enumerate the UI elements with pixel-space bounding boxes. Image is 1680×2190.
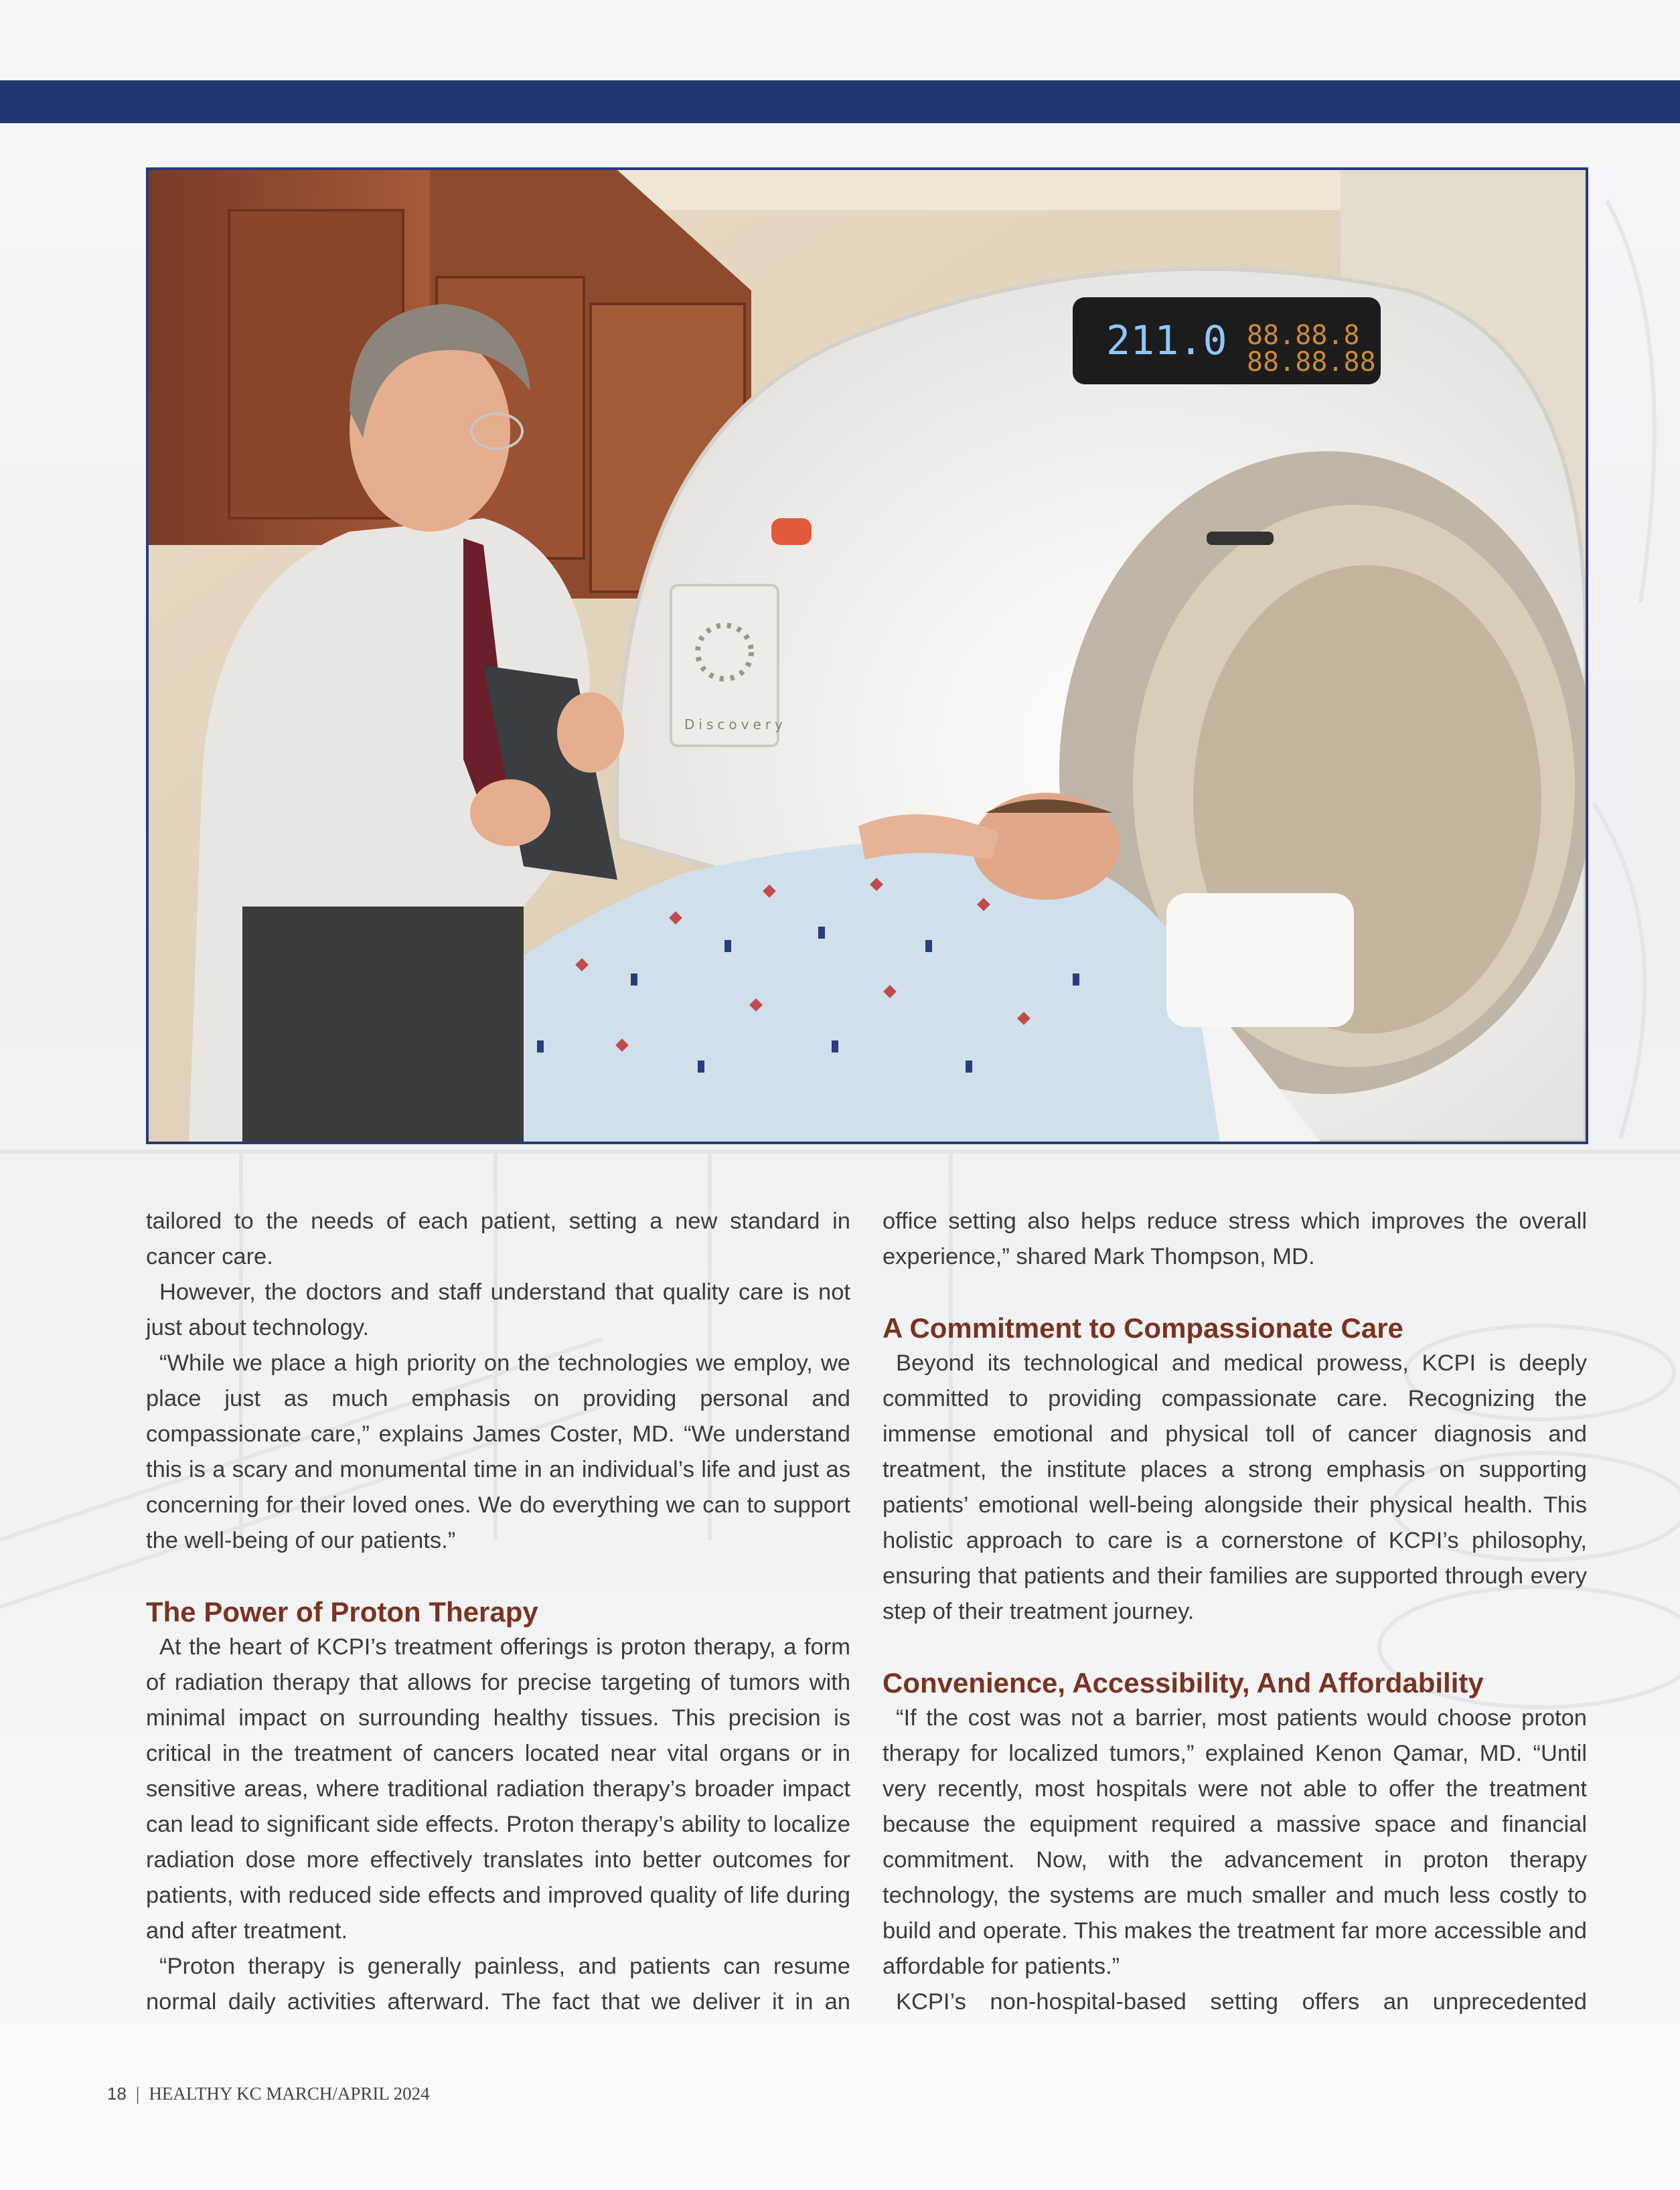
paragraph: However, the doctors and staff understand that quality care is not just about technology. — [146, 1279, 850, 1340]
paragraph: KCPI’s non-hospital-based setting offers an unprecedented — [896, 1989, 1587, 2015]
page-footer — [107, 2084, 430, 2104]
ct-scan-scene — [149, 170, 1586, 1142]
paragraph: “If the cost was not a barrier, most patients would choose proton therapy for localized tumors,” explained Kenon Qamar, MD. “Until very recently, most hospitals were not able to offer the treatment because the equipment required a massive space and financial commitment. Now, with the advancement in proton therapy technology, the systems are much smaller and much less costly to build and operate. This makes the treatment far more accessible and affordable for patients.” — [883, 1705, 1587, 1979]
section-heading-compassionate-care: A Commitment to Compassionate Care — [883, 1312, 1403, 1344]
paragraph: Beyond its technological and medical prowess, KCPI is deeply committed to providing compassionate care. Recognizing the immense emotional and physical toll of cancer diagnosis and treatment, the institute places a strong emphasis on supporting patients’ emotional well-being alongside their physical health. This holistic approach to care is a cornerstone of KCPI’s philosophy, ensuring that patients and their families are supported through every step of their treatment journey. — [883, 1350, 1587, 1624]
top-banner — [0, 80, 1680, 123]
paragraph: At the heart of KCPI’s treatment offerings is proton therapy, a form of radiation therapy that allows for precise targeting of tumors with minimal impact on surrounding healthy tissues. This precision is critical in the treatment of cancers located near vital organs or in sensitive areas, where traditional radiation therapy’s broader impact can lead to significant side effects. Proton therapy’s ability to localize radiation dose more effectively translates into better outcomes for patients, with reduced side effects and improved quality of life during and after treatment. — [146, 1634, 850, 1944]
gantry-display: 211.0 — [1106, 317, 1227, 364]
paragraph: office setting also helps reduce stress which improves the overall experience,” shared Mark Thompson, MD. — [883, 1208, 1587, 1269]
svg-text:88.88.88: 88.88.88 — [1247, 347, 1376, 378]
paragraph: “Proton therapy is generally painless, and patients can resume normal daily activities afterward. The fact that we deliver it in an — [146, 1954, 850, 2015]
section-heading-convenience: Convenience, Accessibility, And Affordability — [883, 1667, 1484, 1699]
publication-name: HEALTHY KC MARCH/APRIL 2024 — [149, 2084, 430, 2104]
page-number: 18 — [107, 2084, 127, 2104]
paragraph: “While we place a high priority on the technologies we employ, we place just as much emphasis on providing personal and compassionate care,” explains James Coster, MD. “We understand this is a scary and monumental time in an individual’s life and just as concerning for their loved ones. We do everything we can to support the well-being of our patients.” — [146, 1350, 850, 1553]
left-column — [146, 1204, 850, 2020]
scanner-brand-label: Discovery — [684, 716, 787, 732]
footer-separator: | — [135, 2084, 140, 2104]
paragraph: tailored to the needs of each patient, setting a new standard in cancer care. — [146, 1208, 850, 1269]
svg-text:88.88.8: 88.88.8 — [1247, 320, 1360, 351]
section-heading-proton-therapy: The Power of Proton Therapy — [146, 1596, 538, 1628]
right-column — [883, 1204, 1587, 2020]
feature-photo — [146, 167, 1588, 1144]
